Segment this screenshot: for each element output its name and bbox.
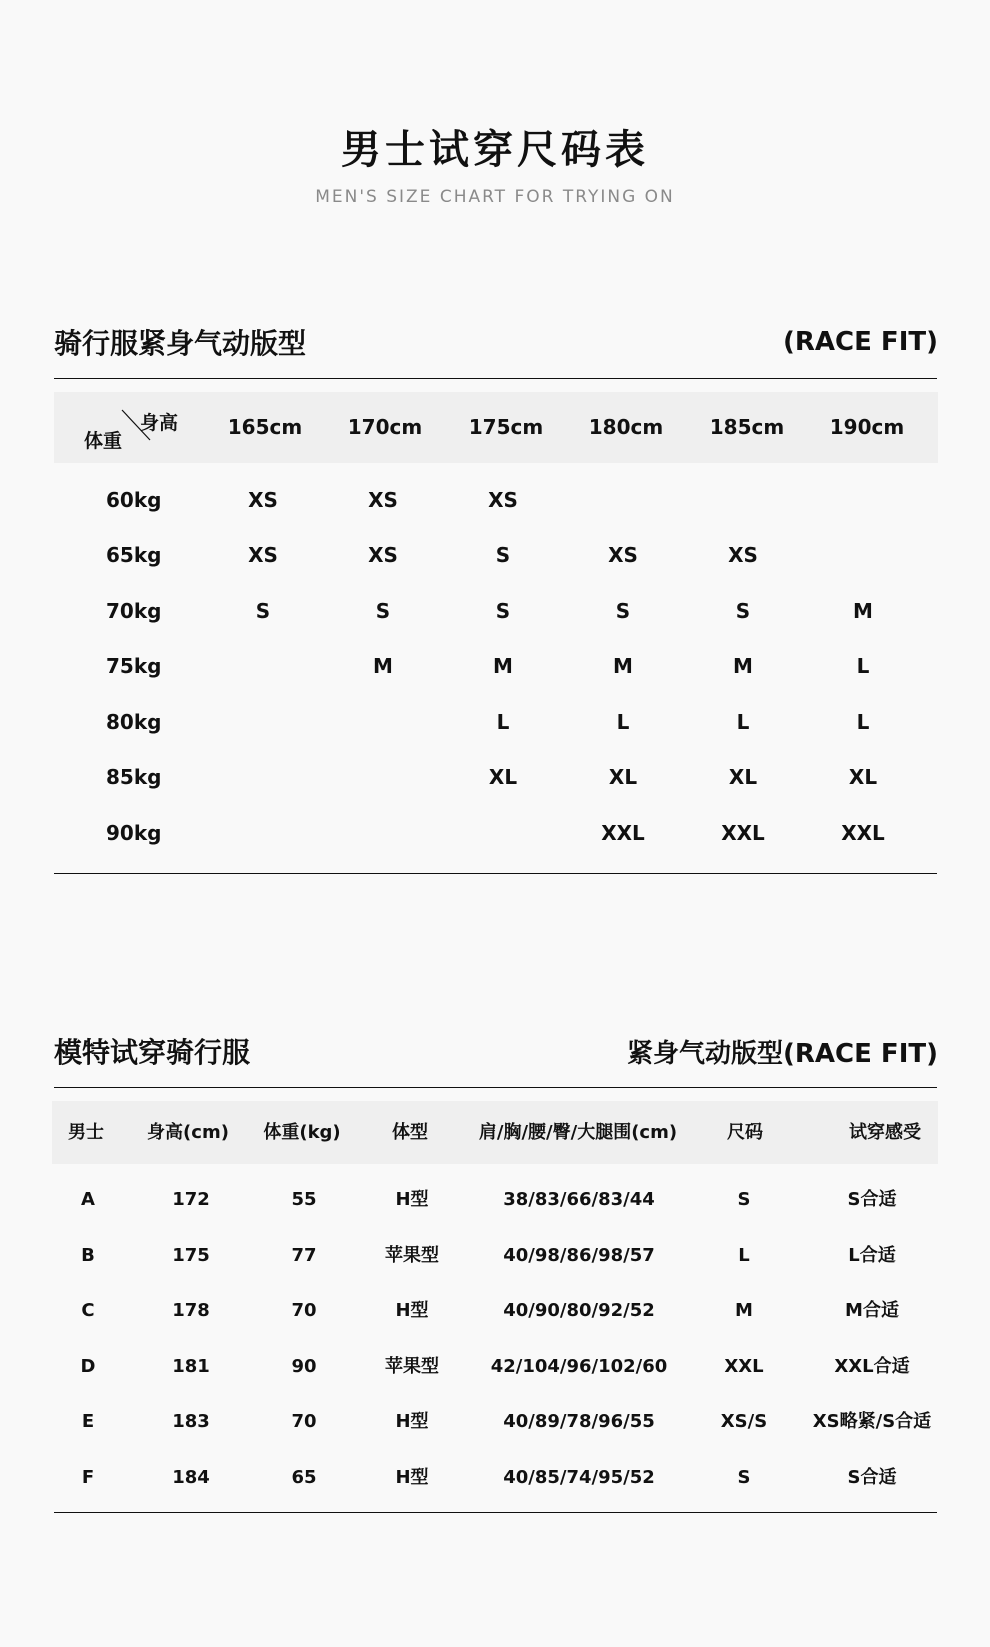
body-type-cell: H型 [395,1411,429,1432]
weight-cell: 70 [291,1300,317,1321]
table-row [54,806,938,861]
size-cell: XXL [841,821,885,845]
section2-top-rule [54,1087,937,1088]
size-cell [693,473,793,528]
height-header: 185cm [709,415,785,439]
size-cell: M [613,654,633,678]
size-cell: L [856,654,870,678]
column-header: 尺码 [727,1122,763,1143]
size-cell: XS [248,488,278,512]
size-cell [213,806,313,861]
model-cell: D [80,1356,96,1377]
size-cell [333,806,433,861]
section2-title: 模特试穿骑行服 [54,1036,251,1069]
body-type-cell: H型 [395,1467,429,1488]
size-cell: S [735,599,751,623]
section1-bottom-rule [54,873,937,874]
page-title: 男士试穿尺码表 [341,127,649,173]
weight-cell: 80kg [106,710,162,734]
height-cell: 178 [172,1300,210,1321]
size-cell: M [493,654,513,678]
size-cell: L [616,710,630,734]
body-type-cell: H型 [395,1189,429,1210]
table-row [54,584,938,639]
section1-header [54,322,938,362]
size-cell: S [495,599,511,623]
model-cell: E [81,1411,95,1432]
height-header: 190cm [829,415,905,439]
section1-fit-label: (RACE FIT) [783,327,938,357]
section2-header [54,1031,938,1071]
size-cell: S [615,599,631,623]
corner-height-label: 身高 [140,412,179,434]
model-cell: B [81,1245,95,1266]
size-cell: XS [608,543,638,567]
size-cell: L [736,710,750,734]
measurements-cell: 42/104/96/102/60 [490,1356,668,1377]
weight-cell: 75kg [106,654,162,678]
size-cell: XXL [721,821,765,845]
body-type-cell: H型 [395,1300,429,1321]
fit-feeling-cell: S合适 [847,1467,897,1488]
size-cell: S [737,1467,751,1488]
corner-diagonal-line [54,392,224,463]
weight-cell: 90kg [106,821,162,845]
size-cell: S [495,543,511,567]
fit-feeling-cell: XXL合适 [834,1356,910,1377]
height-header: 175cm [468,415,544,439]
size-cell: XS [248,543,278,567]
table-row [54,473,938,528]
size-cell: XL [728,765,758,789]
size-cell: M [735,1300,753,1321]
corner-weight-label: 体重 [84,430,123,452]
size-cell: L [856,710,870,734]
height-cell: 184 [172,1467,210,1488]
weight-cell: 77 [291,1245,317,1266]
model-cell: F [81,1467,95,1488]
weight-cell: 60kg [106,488,162,512]
weight-cell: 65kg [106,543,162,567]
table-row [52,1228,938,1283]
section2-fit-label: 紧身气动版型(RACE FIT) [627,1038,938,1069]
table-row [52,1172,938,1227]
measurements-cell: 38/83/66/83/44 [503,1189,655,1210]
height-header: 170cm [347,415,423,439]
weight-cell: 65 [291,1467,317,1488]
column-header: 肩/胸/腰/臀/大腿围(cm) [478,1122,678,1143]
model-cell: C [81,1300,95,1321]
size-cell [333,695,433,750]
section2-bottom-rule [54,1512,937,1513]
measurements-cell: 40/85/74/95/52 [503,1467,655,1488]
size-cell: XS [488,488,518,512]
measurements-cell: 40/89/78/96/55 [503,1411,655,1432]
size-cell: XS [368,488,398,512]
size-cell: XXL [724,1356,764,1377]
weight-cell: 90 [291,1356,317,1377]
fit-feeling-cell: XS略紧/S合适 [812,1411,932,1432]
size-cell: S [737,1189,751,1210]
size-cell: XS [368,543,398,567]
size-cell: L [496,710,510,734]
height-header: 165cm [227,415,303,439]
size-cell [333,750,433,805]
size-cell: M [853,599,873,623]
fit-feeling-cell: L合适 [848,1245,896,1266]
size-cell: M [373,654,393,678]
size-cell [813,528,913,583]
table-row [54,750,938,805]
size-table-header [54,392,938,463]
size-cell [213,639,313,694]
weight-cell: 85kg [106,765,162,789]
page-subtitle: MEN'S SIZE CHART FOR TRYING ON [315,187,675,207]
height-cell: 183 [172,1411,210,1432]
height-cell: 181 [172,1356,210,1377]
measurements-cell: 40/98/86/98/57 [503,1245,655,1266]
size-cell: S [255,599,271,623]
weight-cell: 55 [291,1189,317,1210]
size-cell [813,473,913,528]
table-row [52,1394,938,1449]
section1-top-rule [54,378,937,379]
column-header: 男士 [68,1122,104,1143]
body-type-cell: 苹果型 [385,1245,439,1266]
model-table-header [52,1101,938,1164]
height-header: 180cm [588,415,664,439]
table-row [54,639,938,694]
size-cell: XL [488,765,518,789]
column-header: 试穿感受 [849,1122,921,1143]
height-cell: 172 [172,1189,210,1210]
column-header: 身高(cm) [147,1122,229,1143]
table-row [52,1339,938,1394]
size-cell: XS/S [720,1411,768,1432]
size-cell: M [733,654,753,678]
body-type-cell: 苹果型 [385,1356,439,1377]
size-cell: S [375,599,391,623]
fit-feeling-cell: M合适 [845,1300,899,1321]
weight-cell: 70 [291,1411,317,1432]
size-cell [213,750,313,805]
table-row [54,528,938,583]
column-header: 体型 [392,1122,428,1143]
weight-cell: 70kg [106,599,162,623]
size-cell [213,695,313,750]
corner-cell [54,392,224,463]
table-row [52,1450,938,1505]
size-cell: XXL [601,821,645,845]
size-cell: XL [608,765,638,789]
size-cell: XS [728,543,758,567]
measurements-cell: 40/90/80/92/52 [503,1300,655,1321]
table-row [54,695,938,750]
column-header: 体重(kg) [263,1122,341,1143]
model-cell: A [81,1189,95,1210]
fit-feeling-cell: S合适 [847,1189,897,1210]
height-cell: 175 [172,1245,210,1266]
size-cell [453,806,553,861]
size-cell: XL [848,765,878,789]
size-cell [573,473,673,528]
section1-title: 骑行服紧身气动版型 [54,327,307,360]
size-cell: L [738,1245,750,1266]
table-row [52,1283,938,1338]
